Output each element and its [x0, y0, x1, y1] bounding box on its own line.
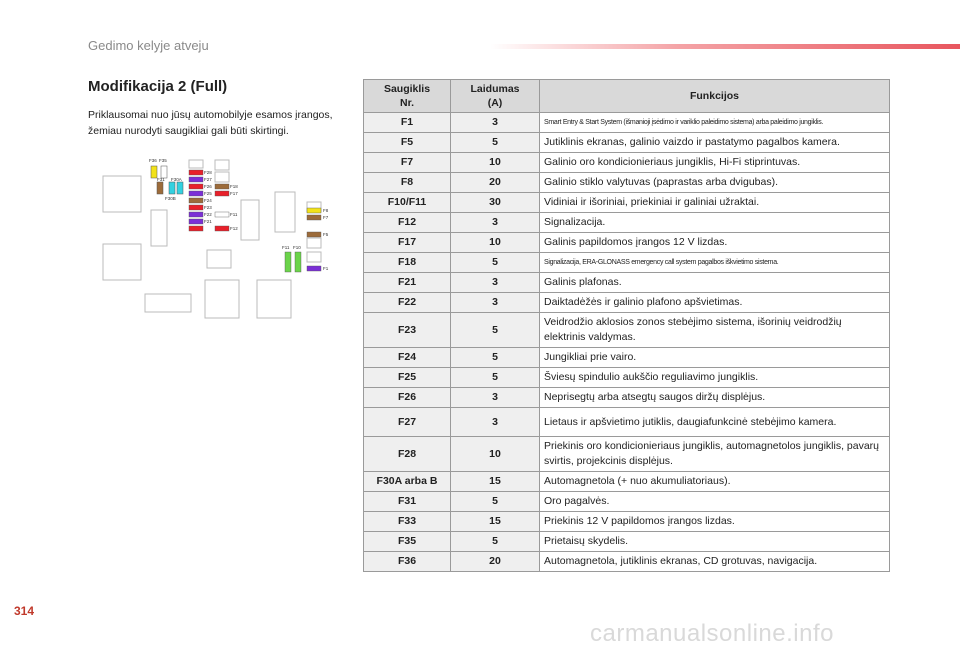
- function-cell: Prietaisų skydelis.: [540, 532, 890, 552]
- fuse-f10-green: [295, 252, 301, 272]
- fuse-f26: [189, 184, 203, 189]
- amperage-cell: 5: [451, 368, 540, 388]
- relay-outline: [257, 280, 291, 318]
- intro-text: Priklausomai nuo jūsų automobilyje esamos įrangos, žemiau nurodyti saugikliai gali būti skirtingi.: [88, 109, 333, 137]
- function-cell: Vidiniai ir išoriniai, priekiniai ir galiniai užraktai.: [540, 193, 890, 213]
- fuse-number-cell: F21: [364, 273, 451, 293]
- table-row: [364, 233, 890, 253]
- fuse-f12: [215, 226, 229, 231]
- function-cell: Galinio stiklo valytuvas (paprastas arba dvigubas).: [540, 173, 890, 193]
- table-row: [364, 348, 890, 368]
- relay-outline: [145, 294, 191, 312]
- amperage-cell: 3: [451, 273, 540, 293]
- header-functions: Funkcijos: [540, 80, 890, 113]
- amperage-cell: 10: [451, 153, 540, 173]
- label-f22: F22: [204, 212, 212, 217]
- relay-outline: [215, 160, 229, 170]
- fuse-number-cell: F7: [364, 153, 451, 173]
- fuse-f33: [189, 226, 203, 231]
- fuse-number-cell: F35: [364, 532, 451, 552]
- fuse-f21: [189, 219, 203, 224]
- fuse-f30a: [169, 182, 175, 194]
- fuse-number-cell: F31: [364, 492, 451, 512]
- function-cell: Galinis plafonas.: [540, 273, 890, 293]
- fuse-number-cell: F8: [364, 173, 451, 193]
- function-cell: Veidrodžio aklosios zonos stebėjimo sistema, išorinių veidrodžių elektrinis valdymas.: [540, 313, 890, 348]
- table-row: [364, 512, 890, 532]
- relay-outline: [151, 210, 167, 246]
- function-cell: Priekinis 12 V papildomos įrangos lizdas.: [540, 512, 890, 532]
- fuse-f22: [189, 212, 203, 217]
- function-cell: Priekinis oro kondicionieriaus jungiklis, automagnetolos jungiklis, pavarų svirtis, projekcinis displėjus.: [540, 437, 890, 472]
- function-cell: Automagnetola (+ nuo akumuliatoriaus).: [540, 472, 890, 492]
- fuse-f18: [215, 184, 229, 189]
- label-f36: F36: [149, 158, 157, 163]
- fuse-f7: [307, 215, 321, 220]
- relay-outline: [103, 244, 141, 280]
- label-f30b: F30B: [165, 196, 176, 201]
- label-f1: F1: [323, 266, 329, 271]
- label-f31: F31: [157, 177, 165, 182]
- label-f11: F11: [230, 212, 238, 217]
- fuse-f31: [157, 182, 163, 194]
- table-header-row: [364, 80, 890, 113]
- function-cell: Signalizacija.: [540, 213, 890, 233]
- fuse-f30b: [177, 182, 183, 194]
- fuse-number-cell: F1: [364, 113, 451, 133]
- fuse-table: [363, 79, 890, 572]
- table-row: [364, 472, 890, 492]
- label-f17: F17: [230, 191, 238, 196]
- label-f18: F18: [230, 184, 238, 189]
- amperage-cell: 15: [451, 512, 540, 532]
- relay-outline: [275, 192, 295, 232]
- fuse-f17: [215, 191, 229, 196]
- function-cell: Galinio oro kondicionieriaus jungiklis, Hi-Fi stiprintuvas.: [540, 153, 890, 173]
- relay-outline: [307, 252, 321, 262]
- label-f30a: F30A: [171, 177, 182, 182]
- amperage-cell: 3: [451, 388, 540, 408]
- label-f21: F21: [204, 219, 212, 224]
- fuse-number-cell: F10/F11: [364, 193, 451, 213]
- fuse-number-cell: F25: [364, 368, 451, 388]
- fuse-f1: [307, 266, 321, 271]
- fuse-number-cell: F18: [364, 253, 451, 273]
- amperage-cell: 20: [451, 173, 540, 193]
- function-cell: Jungikliai prie vairo.: [540, 348, 890, 368]
- amperage-cell: 10: [451, 233, 540, 253]
- table-row: [364, 552, 890, 572]
- table-row: [364, 437, 890, 472]
- fuse-f11-green: [285, 252, 291, 272]
- fuse-number-cell: F30A arba B: [364, 472, 451, 492]
- fuse-number-cell: F27: [364, 408, 451, 437]
- header-accent-bar: [490, 44, 960, 49]
- fuse-f5: [307, 232, 321, 237]
- fuse-box-diagram: [95, 152, 345, 322]
- relay-outline: [241, 200, 259, 240]
- amperage-cell: 3: [451, 213, 540, 233]
- fuse-f8: [307, 208, 321, 213]
- fuse-f24: [189, 198, 203, 203]
- table-body: [364, 113, 890, 572]
- table-row: [364, 532, 890, 552]
- fuse-number-cell: F36: [364, 552, 451, 572]
- amperage-cell: 30: [451, 193, 540, 213]
- fuse-f25: [189, 191, 203, 196]
- table-row: [364, 113, 890, 133]
- function-cell: Signalizacija, ERA-GLONASS emergency call system pagalbos iškvietimo sistema.: [540, 253, 890, 273]
- fuse-number-cell: F26: [364, 388, 451, 408]
- label-f11-green: F11: [282, 245, 290, 250]
- page-number: 314: [14, 604, 35, 618]
- amperage-cell: 3: [451, 293, 540, 313]
- table-row: [364, 313, 890, 348]
- table-row: [364, 213, 890, 233]
- amperage-cell: 15: [451, 472, 540, 492]
- function-cell: Lietaus ir apšvietimo jutiklis, daugiafunkcinė stebėjimo kamera.: [540, 408, 890, 437]
- amperage-cell: 5: [451, 348, 540, 368]
- relay-outline: [189, 160, 203, 168]
- function-cell: Jutiklinis ekranas, galinio vaizdo ir pastatymo pagalbos kamera.: [540, 133, 890, 153]
- label-f10: F10: [293, 245, 301, 250]
- relay-outline: [207, 250, 231, 268]
- table-row: [364, 388, 890, 408]
- fuse-number-cell: F22: [364, 293, 451, 313]
- fuse-number-cell: F5: [364, 133, 451, 153]
- amperage-cell: 5: [451, 313, 540, 348]
- label-f26: F26: [204, 184, 212, 189]
- amperage-cell: 20: [451, 552, 540, 572]
- function-cell: Daiktadėžės ir galinio plafono apšvietimas.: [540, 293, 890, 313]
- fuse-number-cell: F17: [364, 233, 451, 253]
- fuse-f11: [215, 212, 229, 217]
- fuse-number-cell: F24: [364, 348, 451, 368]
- fuse-number-cell: F23: [364, 313, 451, 348]
- table-row: [364, 293, 890, 313]
- label-f5: F5: [323, 232, 329, 237]
- table-row: [364, 193, 890, 213]
- fuse-f23: [189, 205, 203, 210]
- table-row: [364, 273, 890, 293]
- function-cell: Galinis papildomos įrangos 12 V lizdas.: [540, 233, 890, 253]
- function-cell: Smart Entry & Start System (išmanioji įsėdimo ir variklio paleidimo sistema) arba paleidimo jungiklis.: [540, 113, 890, 133]
- amperage-cell: 5: [451, 492, 540, 512]
- label-f24: F24: [204, 198, 212, 203]
- table-row: [364, 492, 890, 512]
- amperage-cell: 5: [451, 133, 540, 153]
- relay-outline: [215, 172, 229, 182]
- amperage-cell: 5: [451, 532, 540, 552]
- function-cell: Automagnetola, jutiklinis ekranas, CD grotuvas, navigacija.: [540, 552, 890, 572]
- fuse-f27: [189, 177, 203, 182]
- label-f28: F28: [204, 170, 212, 175]
- table-row: [364, 153, 890, 173]
- fuse-f28: [189, 170, 203, 175]
- label-f35: F35: [159, 158, 167, 163]
- amperage-cell: 5: [451, 253, 540, 273]
- fuse-number-cell: F12: [364, 213, 451, 233]
- label-f12: F12: [230, 226, 238, 231]
- fuse-number-cell: F28: [364, 437, 451, 472]
- relay-outline: [205, 280, 239, 318]
- amperage-cell: 10: [451, 437, 540, 472]
- relay-outline: [307, 238, 321, 248]
- relay-outline: [103, 176, 141, 212]
- watermark: carmanualsonline.info: [590, 620, 834, 647]
- label-f27: F27: [204, 177, 212, 182]
- section-title: Modifikacija 2 (Full): [88, 78, 228, 95]
- table-row: [364, 133, 890, 153]
- header-amperage: Laidumas (A): [451, 80, 540, 113]
- table-row: [364, 408, 890, 437]
- label-f23: F23: [204, 205, 212, 210]
- function-cell: Oro pagalvės.: [540, 492, 890, 512]
- table-row: [364, 173, 890, 193]
- fuse-number-cell: F33: [364, 512, 451, 532]
- label-f7: F7: [323, 215, 329, 220]
- amperage-cell: 3: [451, 113, 540, 133]
- amperage-cell: 3: [451, 408, 540, 437]
- table-row: [364, 253, 890, 273]
- label-f25: F25: [204, 191, 212, 196]
- header-fuse-number: Saugiklis Nr.: [364, 80, 451, 113]
- function-cell: Neprisegtų arba atsegtų saugos diržų displėjus.: [540, 388, 890, 408]
- label-f8: F8: [323, 208, 329, 213]
- table-row: [364, 368, 890, 388]
- function-cell: Šviesų spindulio aukščio reguliavimo jungiklis.: [540, 368, 890, 388]
- running-header: Gedimo kelyje atveju: [88, 38, 209, 53]
